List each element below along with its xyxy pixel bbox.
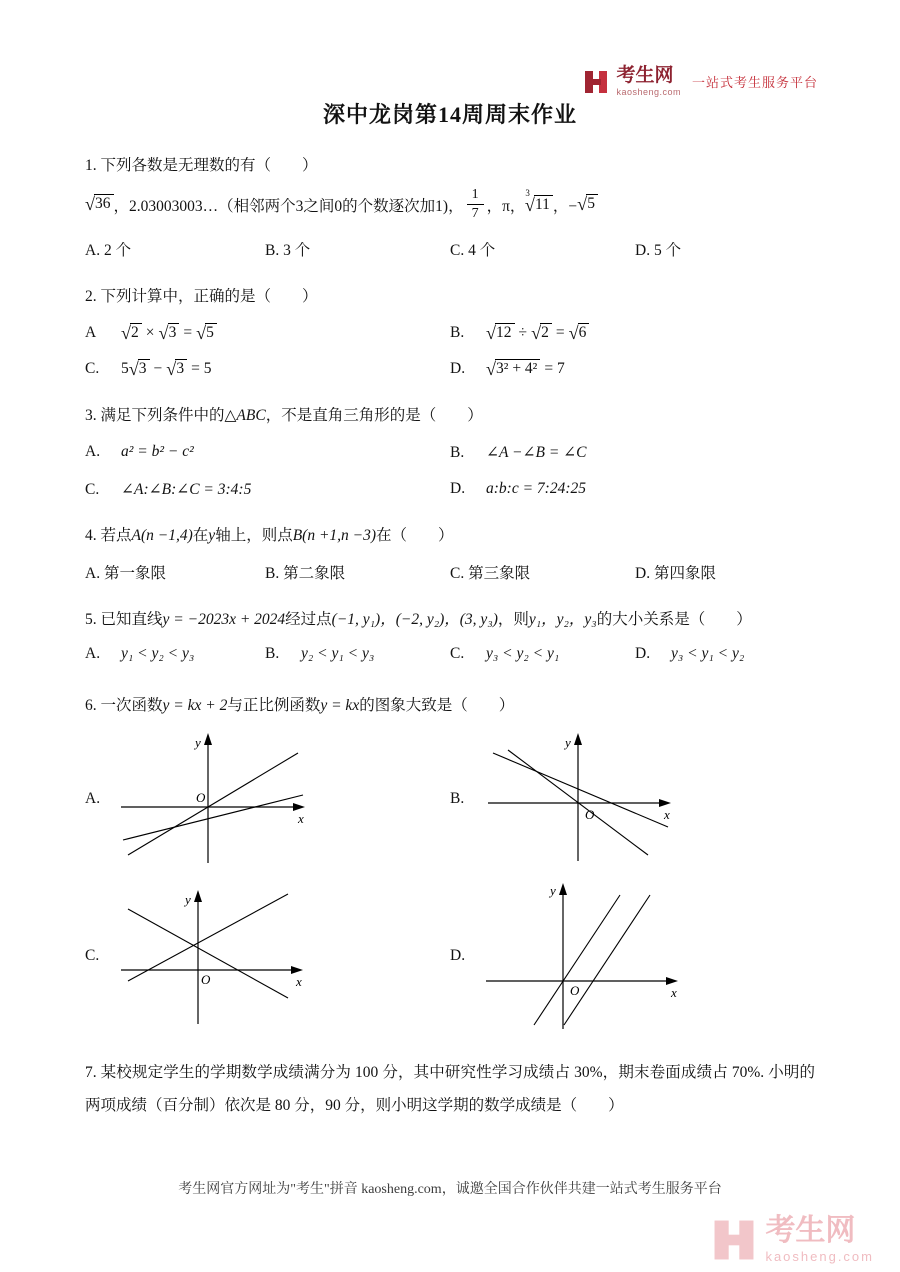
q3-option-d-label: D. [450,480,466,498]
q2-option-b [450,324,815,342]
q1-number-list [85,187,815,222]
coefficient: 5 [121,360,129,378]
q6-graphs-row-1 [85,729,815,869]
q5-option-d-math: y₃ < y₁ < y₂ [671,644,745,662]
sqrt-3sq-plus-4sq [486,359,540,380]
radical-sign: √ [486,359,497,380]
q6-graph-b-plot [478,729,688,869]
fraction-one-seventh [467,187,484,222]
sqrt-2 [121,323,142,344]
divide-sign: ÷ [518,324,528,342]
radicand-5: 5 [586,194,598,212]
radical-sign: √ [568,323,579,344]
y-label: y [550,882,556,898]
q5-option-d [635,645,815,663]
line-steep [128,753,298,855]
q6-graph-d-plot [478,879,693,1034]
q3-options-ab [85,443,815,462]
q3-option-c-label: C. [85,480,100,498]
site-logo [583,66,818,97]
q4-text-3: 轴上，则点 [215,526,293,544]
watermark-brand-name: 考生网 [765,1214,856,1247]
q6-graph-a-plot [113,729,323,869]
q2-stem: 2. 下列计算中，正确的是（ ） [85,288,318,306]
q4-option-b: B. 第二象限 [265,564,346,582]
q4-text-2: 在 [192,526,209,544]
q5-vars: y₁，y₂，y₃ [528,610,597,628]
brand-text [616,66,681,97]
y-label: y [185,891,191,907]
radical-sign: √ [524,195,535,216]
q2-option-b-label: B. [450,324,465,342]
q4-var-y: y [208,526,216,544]
q4-text-1: 4. 若点 [85,526,132,544]
radicand: 2 [540,323,552,341]
q2-option-a [85,324,450,342]
q3-stem [85,403,815,425]
q4-option-a: A. 第一象限 [85,564,166,582]
q5-stem [85,607,815,629]
q2-option-c-math [121,359,215,380]
equals-sign: = [183,324,193,342]
footer-text: 考生网官方网址为"考生"拼音 kaosheng.com，诚邀全国合作伙伴共建一站式考生服务平台 [178,1182,722,1197]
q6-graph-a-label: A. [85,789,101,807]
sqrt-36 [85,195,114,213]
q3-option-a [85,443,450,461]
q2-option-d [450,360,815,378]
q3-text-2: ，不是直角三角形的是（ ） [265,406,483,424]
sqrt-12 [486,323,515,344]
q6-text-2: 与正比例函数 [227,696,321,714]
radicand: 6 [578,323,590,341]
kaosheng-logo-icon [583,69,609,95]
q4-option-c: C. 第三象限 [450,564,531,582]
q3-option-a-label: A. [85,443,101,461]
line-shallow [123,795,303,840]
equals-result: = 5 [191,360,212,378]
sqrt-5 [577,195,598,213]
fraction-denominator: 7 [471,206,479,222]
q6-graph-b-label: B. [450,789,465,807]
x-label: x [671,984,677,1000]
radicand: 3 [175,359,187,377]
radical-sign: √ [486,323,497,344]
q4-point-a: A(n −1,4) [131,526,193,544]
y-axis-arrow [574,733,582,745]
q2-option-d-math [486,359,569,380]
origin-label: O [196,789,206,805]
q3-option-d-math: a:b:c = 7:24:25 [486,480,586,498]
q6-graph-d-label: D. [450,947,466,965]
x-label: x [664,806,670,822]
watermark-text [765,1216,874,1264]
cube-root-11 [524,187,552,216]
origin-label: O [585,806,595,822]
sqrt-3 [166,359,187,380]
times-sign: × [145,324,155,342]
q1-option-d: D. 5 个 [635,242,682,260]
q1-options [85,238,815,260]
y-axis-arrow [204,733,212,745]
q5-text-1: 5. 已知直线 [85,610,163,628]
q3-option-a-math: a² = b² − c² [121,443,194,461]
q3-option-b [450,443,815,462]
x-label: x [296,973,302,989]
sqrt-3 [128,359,150,380]
fraction-numerator: 1 [467,187,484,205]
q4-option-d: D. 第四象限 [635,564,716,582]
q6-graph-c-plot [113,884,323,1029]
q2-options-ab [85,324,815,342]
radical-sign: √ [128,359,139,380]
q6-proportional-function: y = kx [320,696,360,714]
radicand-11: 11 [534,195,553,213]
q2-options-cd [85,360,815,378]
q1-text-1: ，2.03003003…（相邻两个3之间0的个数逐次加1)， [113,197,464,215]
brand-domain: kaosheng.com [616,87,681,97]
q6-graph-a [85,729,450,869]
radicand: 3 [138,359,150,377]
y-label: y [565,734,571,750]
q4-text-4: 在（ ） [376,526,454,544]
kaosheng-watermark-icon [711,1217,757,1263]
line-shallow [493,753,668,827]
radicand: 5 [205,323,217,341]
y-label: y [195,734,201,750]
q5-option-d-label: D. [635,644,651,662]
q5-text-3: ，则 [497,610,529,628]
q6-graph-c [85,879,450,1034]
equals-sign: = [555,324,565,342]
radical-sign: √ [158,323,169,344]
q1-option-c: C. 4 个 [450,242,496,260]
radicand: 3 [168,323,180,341]
q5-option-c-math: y₃ < y₂ < y₁ [486,644,560,662]
radicand-36: 36 [94,194,114,212]
q2-option-c [85,360,450,378]
x-axis-arrow [291,966,303,974]
radical-sign: √ [85,194,96,215]
q1-text-2: ，π， [486,197,526,215]
q5-text-2: 经过点 [285,610,332,628]
minus-sign: − [153,360,163,378]
q3-options-cd [85,480,815,499]
radical-sign: √ [196,323,207,344]
q2-option-a-label: A [85,324,97,342]
sqrt-5 [196,323,217,344]
q6-linear-function: y = kx + 2 [162,696,228,714]
q3-triangle-abc: △ABC [224,406,266,424]
q6-text-3: 的图象大致是（ ） [359,696,515,714]
watermark [711,1216,874,1264]
q1-option-a: A. 2 个 [85,242,132,260]
q5-options [85,645,815,663]
q3-option-b-math: ∠A −∠B = ∠C [486,443,587,461]
q6-graphs-row-2 [85,879,815,1034]
q5-option-b-math: y₂ < y₁ < y₃ [301,644,375,662]
q1-text-3: ，− [552,197,578,215]
x-axis-arrow [293,803,305,811]
radicand: 2 [130,323,142,341]
x-axis-arrow [666,977,678,985]
q3-text-1: 3. 满足下列条件中的 [85,406,225,424]
q2-option-c-label: C. [85,360,100,378]
q2-option-d-label: D. [450,360,466,378]
x-axis-arrow [659,799,671,807]
sqrt-6 [568,323,590,344]
q3-option-c [85,480,450,499]
q6-graph-c-label: C. [85,947,100,965]
sqrt-3 [158,323,180,344]
radicand: 3² + 4² [495,359,540,377]
q5-option-c [450,645,635,663]
sqrt-2 [531,323,552,344]
q4-options [85,561,815,583]
q3-option-d [450,480,815,498]
q5-option-a-label: A. [85,644,101,662]
radical-sign: √ [531,323,542,344]
watermark-brand-domain: kaosheng.com [765,1249,874,1264]
brand-name: 考生网 [616,65,674,86]
radical-sign: √ [166,359,177,380]
q3-option-c-math: ∠A:∠B:∠C = 3:4:5 [121,480,252,498]
q5-line-equation: y = −2023x + 2024 [162,610,286,628]
q5-option-b-label: B. [265,644,280,662]
q5-option-a [85,645,265,663]
q5-points: (−1, y₁)，(−2, y₂)，(3, y₃) [331,610,498,628]
q1-option-b: B. 3 个 [265,242,311,260]
page-title: 深中龙岗第14周周末作业 [322,102,577,127]
q4-stem [85,523,815,545]
q4-point-b: B(n +1,n −3) [292,526,377,544]
q7-text: 7. 某校规定学生的学期数学成绩满分为 100 分，其中研究性学习成绩占 30%，期末卷面成绩占 70%. 小明的两项成绩（百分制）依次是 80 分，90 分，则小明这学期的数学成绩是（ ） [85,1063,815,1115]
q6-stem [85,693,815,715]
y-axis-arrow [194,890,202,902]
line-rising [128,891,288,981]
q6-graph-d [450,879,693,1034]
q5-option-a-math: y₁ < y₂ < y₃ [121,644,195,662]
origin-label: O [201,971,211,987]
q3-option-b-label: B. [450,443,465,461]
q2-option-b-math [486,323,589,344]
q5-text-4: 的大小关系是（ ） [596,610,752,628]
origin-label: O [570,982,580,998]
brand-tagline: 一站式考生服务平台 [691,75,818,90]
q2-option-a-math [121,323,217,344]
q5-option-b [265,645,450,663]
q6-graph-b [450,729,688,869]
y-axis-arrow [559,883,567,895]
q6-text-1: 6. 一次函数 [85,696,163,714]
root-index: 3 [525,187,530,198]
x-label: x [298,810,304,826]
radical-sign: √ [577,194,588,215]
radicand: 12 [495,323,515,341]
equals-result: = 7 [544,360,565,378]
q5-option-c-label: C. [450,644,465,662]
q1-stem: 1. 下列各数是无理数的有（ ） [85,157,318,174]
radical-sign: √ [121,323,132,344]
